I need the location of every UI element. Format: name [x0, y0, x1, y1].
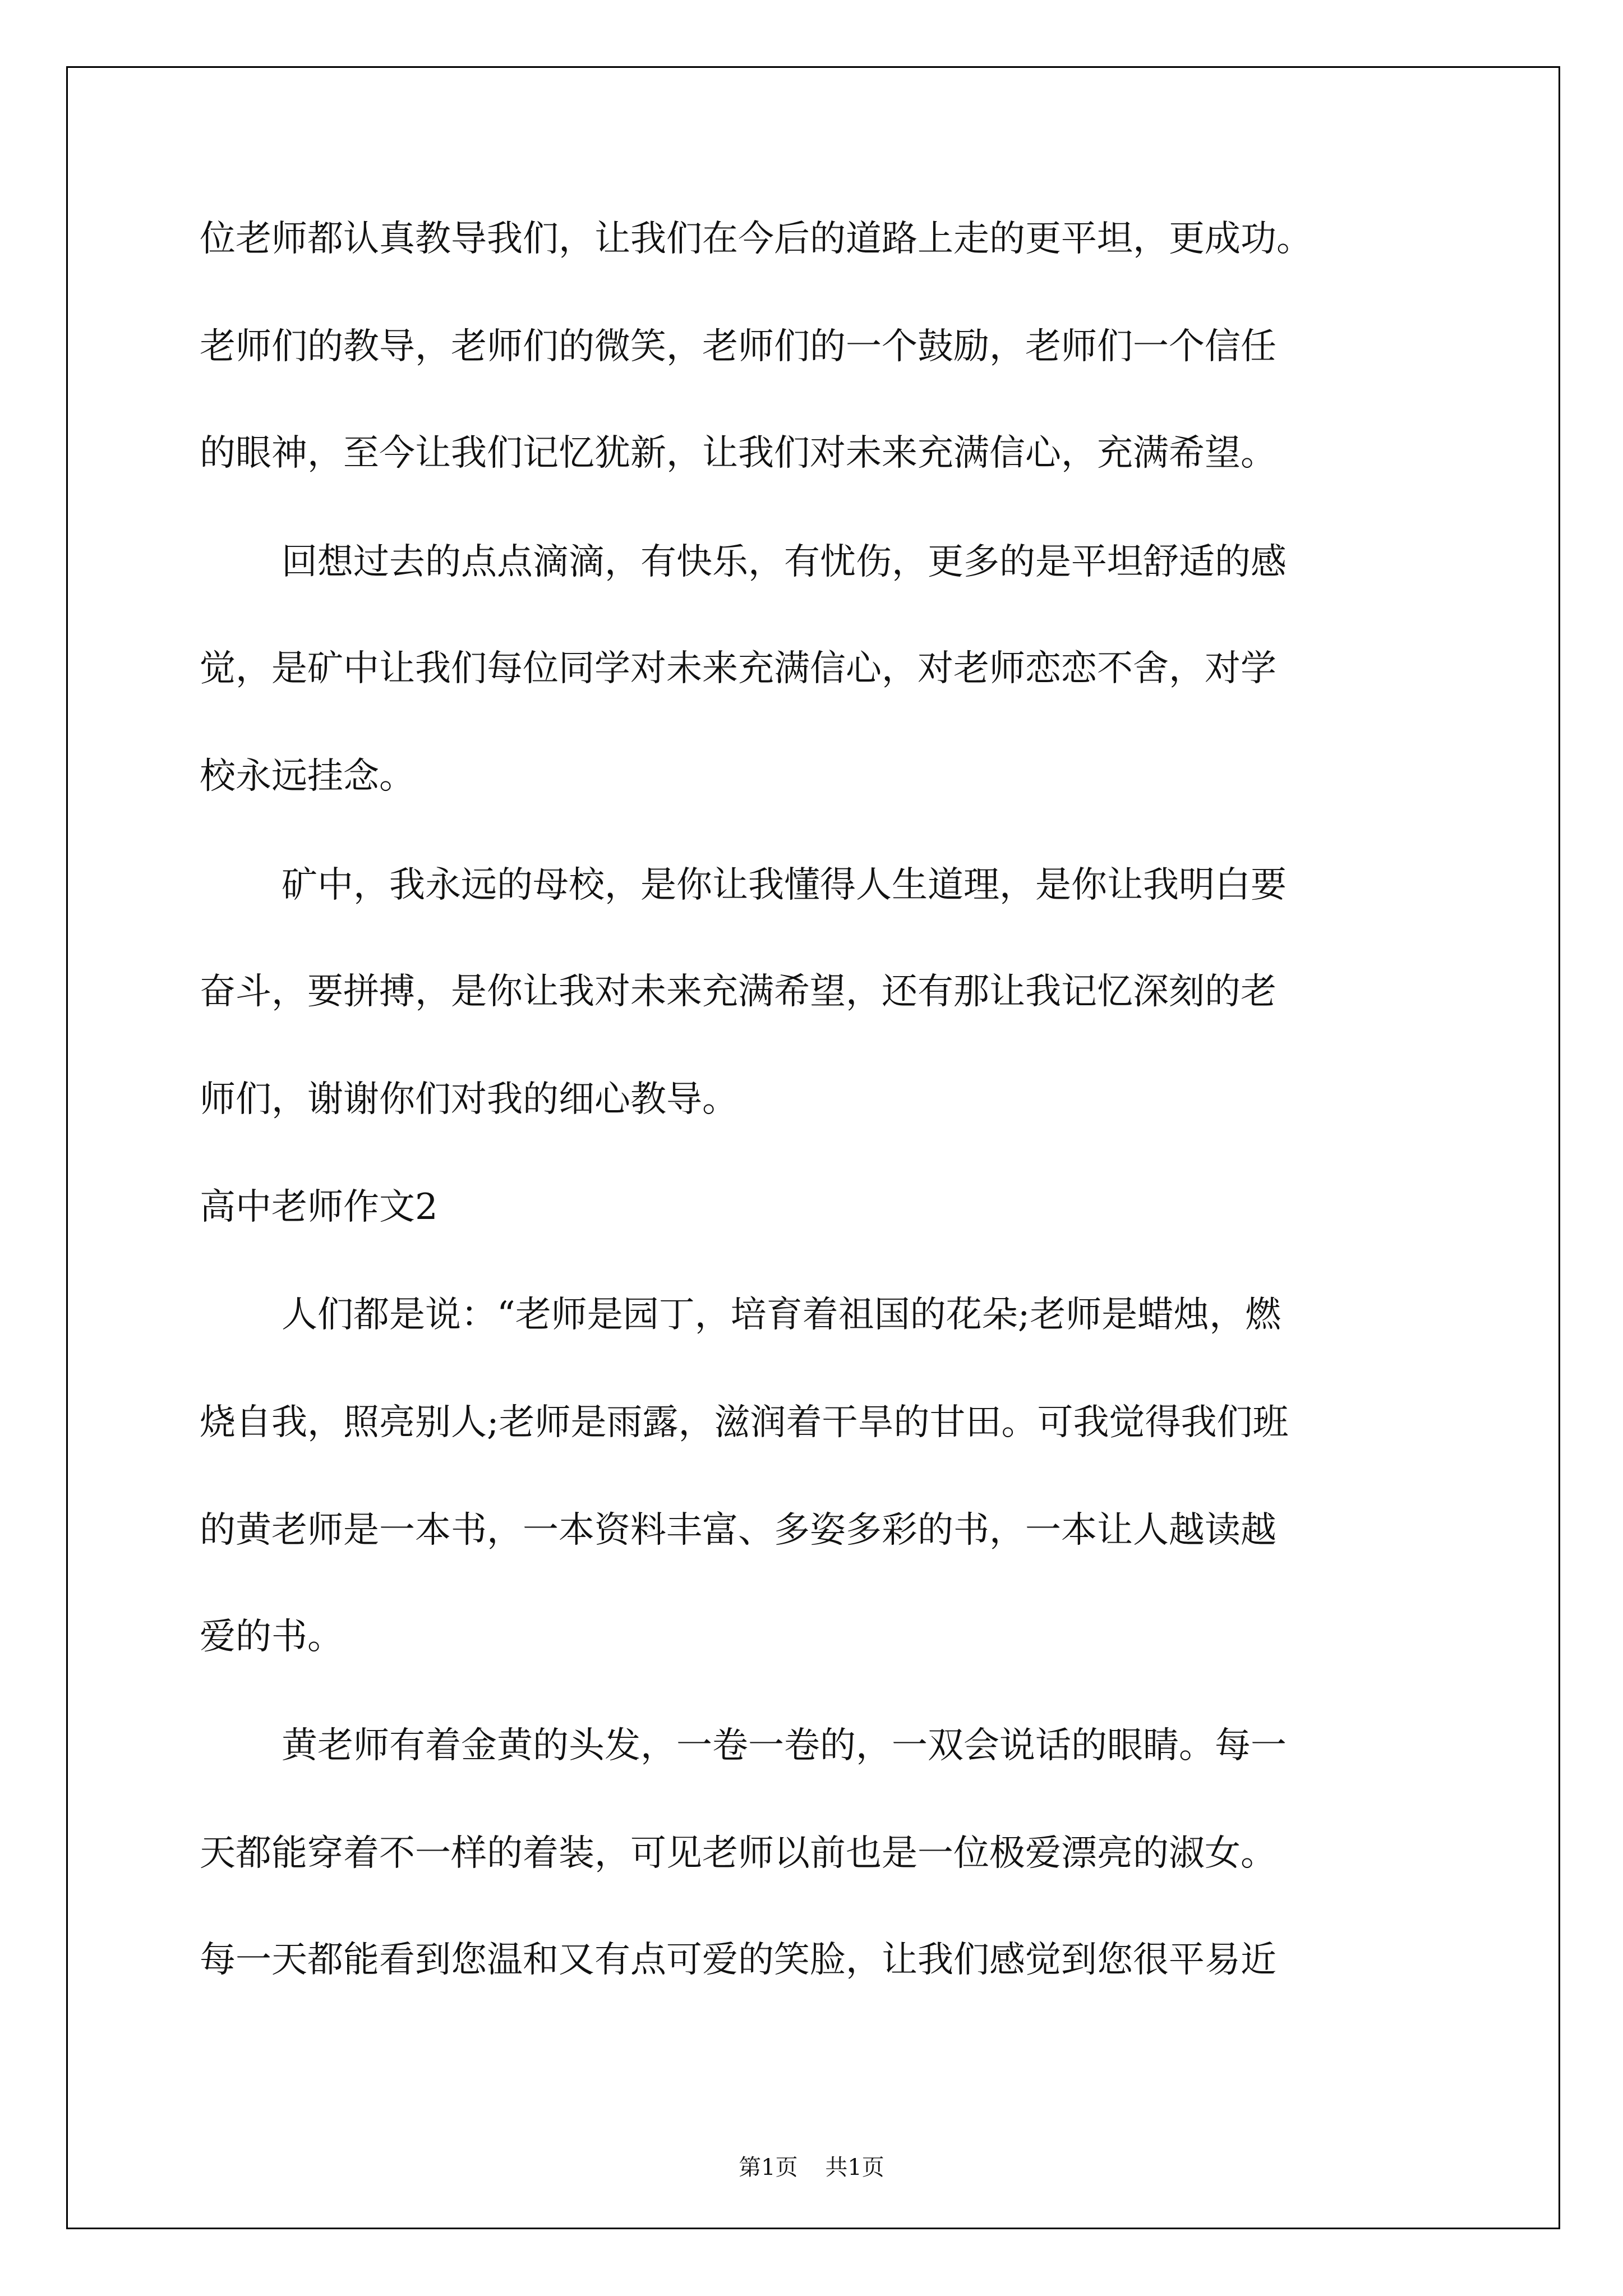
page-footer — [0, 2150, 1623, 2182]
text-line: 每一天都能看到您温和又有点可爱的笑脸，让我们感觉到您很平易近 — [200, 1939, 1276, 1981]
text-line: 黄老师有着金黄的头发，一卷一卷的，一双会说话的眼睛。每一 — [282, 1725, 1287, 1766]
text-line: 觉，是矿中让我们每位同学对未来充满信心，对老师恋恋不舍，对学 — [200, 648, 1276, 689]
text-line: 天都能穿着不一样的着装，可见老师以前也是一位极爱漂亮的淑女。 — [200, 1833, 1276, 1874]
section-heading: 高中老师作文2 — [200, 1186, 438, 1228]
text-line: 的黄老师是一本书，一本资料丰富、多姿多彩的书，一本让人越读越 — [200, 1510, 1276, 1551]
text-line: 奋斗，要拼搏，是你让我对未来充满希望，还有那让我记忆深刻的老 — [200, 971, 1276, 1013]
text-line: 人们都是说：“老师是园丁，培育着祖国的花朵;老师是蜡烛，燃 — [282, 1294, 1281, 1336]
text-line: 回想过去的点点滴滴，有快乐，有忧伤，更多的是平坦舒适的感 — [282, 541, 1287, 583]
text-line: 师们，谢谢你们对我的细心教导。 — [200, 1079, 738, 1120]
page-number: 第1页 — [739, 2155, 798, 2180]
text-line: 矿中，我永远的母校，是你让我懂得人生道理，是你让我明白要 — [282, 864, 1287, 906]
page-total: 共1页 — [825, 2155, 884, 2180]
text-line: 校永远挂念。 — [200, 756, 415, 797]
text-line: 爱的书。 — [200, 1616, 343, 1658]
text-line: 烧自我，照亮别人;老师是雨露，滋润着干旱的甘田。可我觉得我们班 — [200, 1402, 1289, 1443]
text-line: 位老师都认真教导我们，让我们在今后的道路上走的更平坦，更成功。 — [200, 218, 1312, 260]
text-line: 老师们的教导，老师们的微笑，老师们的一个鼓励，老师们一个信任 — [200, 326, 1276, 367]
text-line: 的眼神，至今让我们记忆犹新，让我们对未来充满信心，充满希望。 — [200, 432, 1276, 474]
page-border — [66, 66, 1560, 2229]
